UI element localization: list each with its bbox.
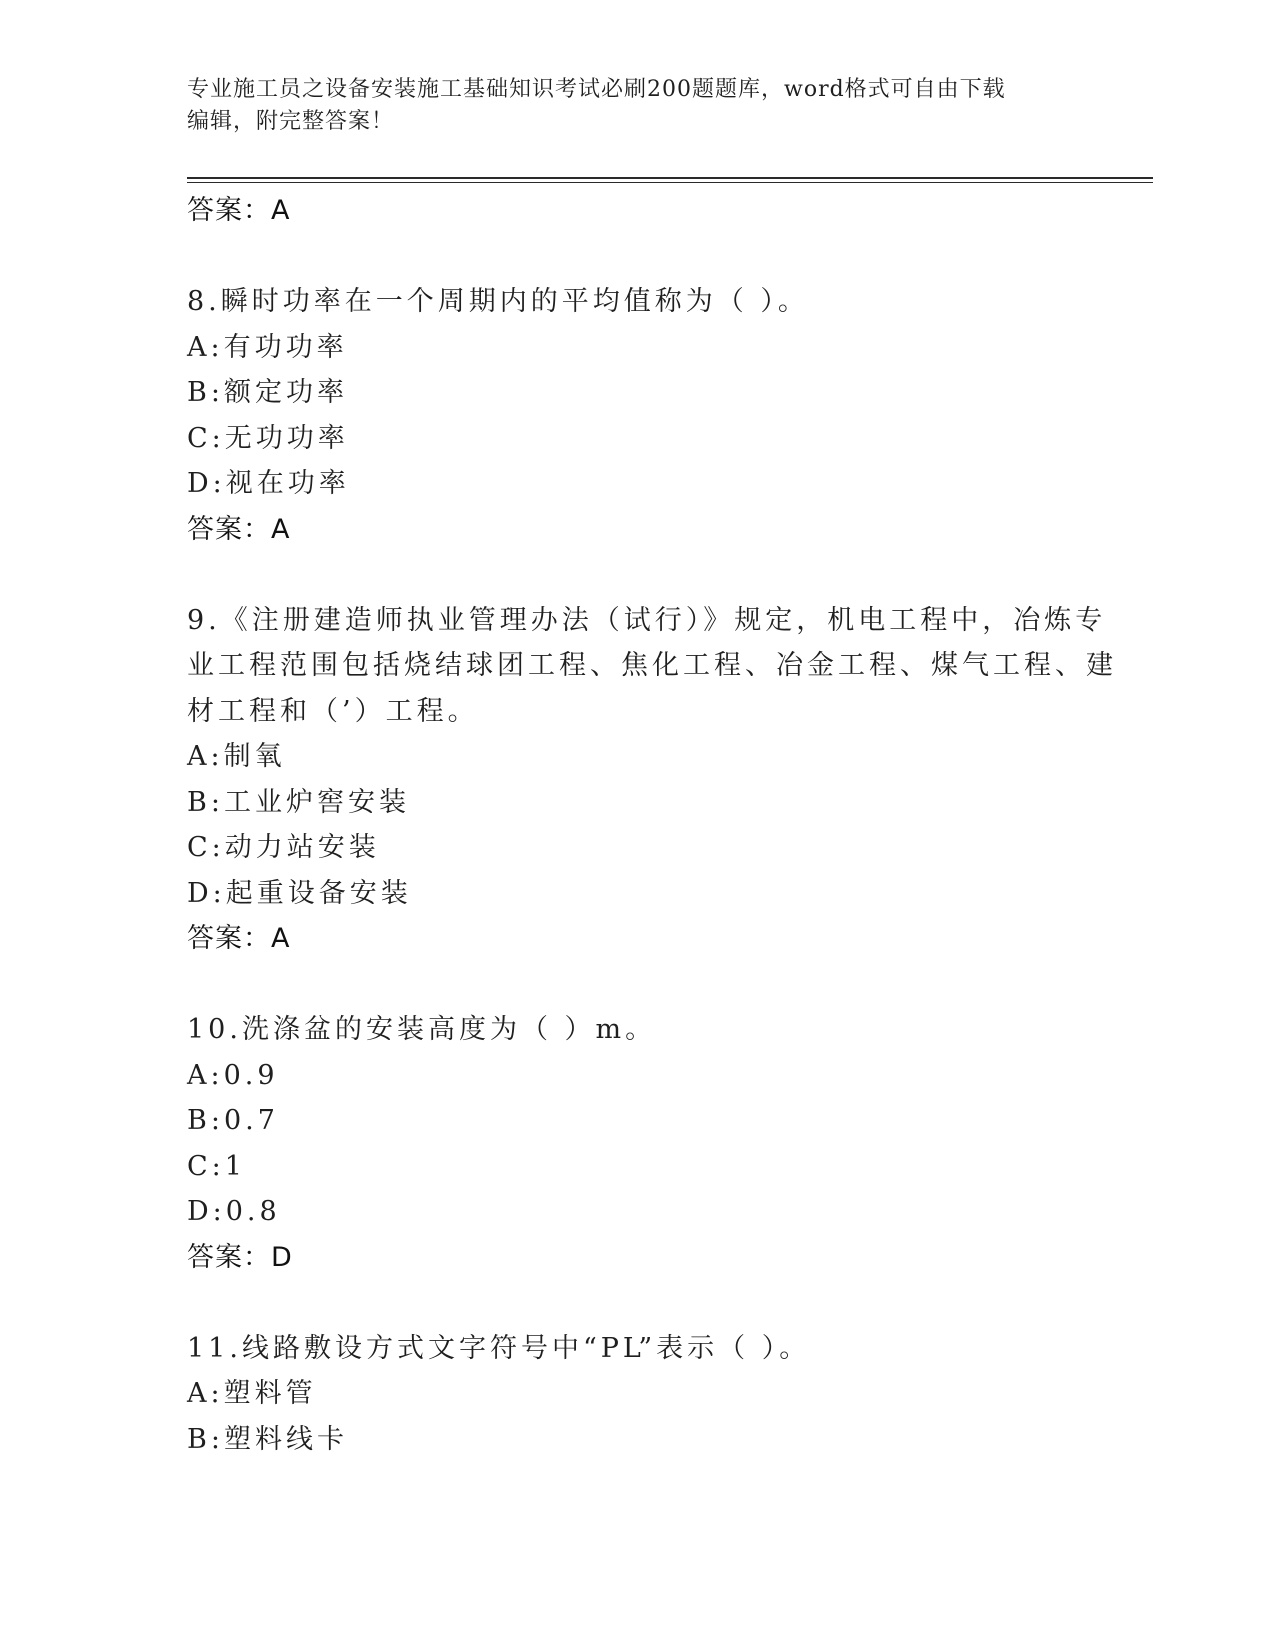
option-c: C:无功功率	[187, 422, 349, 454]
spacer	[187, 234, 1067, 280]
spacer	[187, 1280, 1067, 1326]
previous-answer: 答案：A	[187, 195, 291, 226]
question-9	[187, 598, 1117, 962]
question-stem	[187, 1326, 1067, 1372]
question-list	[187, 188, 1117, 1462]
question-stem-line: 11.线路敷设方式文字符号中“PL”表示（ ）。	[187, 1332, 811, 1364]
header-title-line-2: 编辑，附完整答案！	[187, 109, 395, 134]
spacer	[187, 962, 1067, 1008]
question-stem-line: 9.《注册建造师执业管理办法（试行）》规定，机电工程中，冶炼专	[187, 604, 1107, 636]
option-b: B:工业炉窖安装	[187, 786, 410, 818]
option-a: A:塑料管	[187, 1378, 317, 1409]
option-d: D:0.8	[187, 1196, 281, 1227]
question-stem	[187, 279, 1067, 325]
header-divider-thick	[187, 177, 1153, 179]
option-c: C:1	[187, 1150, 246, 1182]
question-10	[187, 1007, 1067, 1280]
header-title-line-1: 专业施工员之设备安装施工基础知识考试必刷200题题库，word格式可自由下载	[187, 77, 1006, 102]
question-stem	[187, 598, 1117, 735]
option-a: A:制氧	[187, 741, 286, 772]
option-b: B:额定功率	[187, 377, 348, 408]
option-a: A:有功功率	[187, 331, 348, 363]
question-stem-line: 8.瞬时功率在一个周期内的平均值称为（ ）。	[187, 286, 809, 317]
question-stem-line: 业工程范围包括烧结球团工程、焦化工程、冶金工程、煤气工程、建	[187, 650, 1117, 681]
spacer	[187, 552, 1067, 598]
answer-line: 答案：D	[187, 1241, 293, 1273]
answer-line: 答案：A	[187, 923, 291, 954]
question-8	[187, 279, 1067, 552]
option-b: B:0.7	[187, 1105, 279, 1136]
option-b: B:塑料线卡	[187, 1423, 348, 1455]
option-a: A:0.9	[187, 1059, 279, 1091]
document-header	[187, 74, 1087, 138]
option-c: C:动力站安装	[187, 832, 380, 863]
question-11	[187, 1326, 1067, 1463]
option-d: D:起重设备安装	[187, 877, 412, 909]
answer-line: 答案：A	[187, 513, 291, 545]
header-divider-thin	[187, 182, 1153, 183]
question-stem-line: 材工程和（’）工程。	[187, 695, 479, 727]
option-d: D:视在功率	[187, 468, 350, 499]
question-stem-line: 10.洗涤盆的安装高度为（ ）m。	[187, 1014, 657, 1045]
question-stem	[187, 1007, 1067, 1053]
